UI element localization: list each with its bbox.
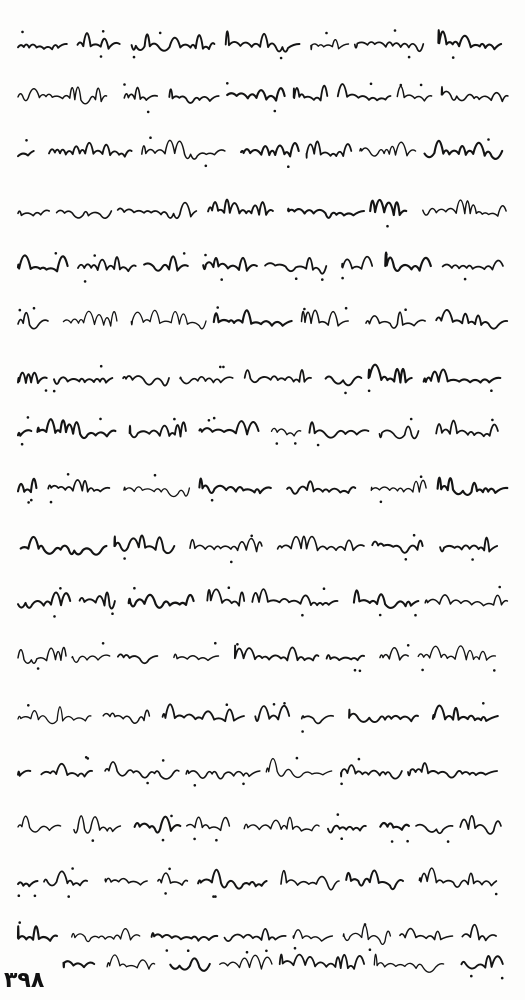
ink-stroke [425, 595, 507, 606]
ink-stroke [18, 707, 91, 724]
ink-stroke [418, 646, 495, 660]
ink-stroke [374, 954, 443, 972]
ink-stroke [18, 816, 61, 832]
ink-dot [162, 759, 165, 762]
ink-stroke [326, 376, 362, 385]
ink-dot [501, 977, 504, 980]
ink-dot [405, 558, 408, 561]
ink-stroke [349, 710, 418, 722]
ink-stroke [424, 369, 501, 382]
ink-stroke [366, 312, 425, 328]
ink-dot [250, 535, 253, 538]
ink-stroke [130, 422, 186, 437]
ink-dot [71, 867, 74, 870]
ink-dot [53, 615, 56, 618]
ink-dot [340, 783, 343, 786]
ink-dot [406, 840, 409, 843]
manuscript-line [18, 586, 507, 618]
ink-dot [102, 30, 105, 33]
ink-dot [414, 614, 417, 617]
ink-dot [280, 57, 283, 60]
ink-stroke [443, 260, 503, 269]
ink-dot [385, 253, 388, 256]
ink-dot [27, 704, 30, 707]
ink-dot [420, 84, 423, 87]
ink-dot [222, 366, 225, 369]
ink-stroke [302, 310, 349, 326]
ink-dot [242, 783, 245, 786]
ink-dot [193, 838, 196, 841]
ink-stroke [372, 541, 422, 553]
ink-stroke [311, 40, 349, 50]
ink-stroke [103, 710, 149, 723]
ink-dot [344, 392, 347, 395]
ink-stroke [135, 817, 181, 833]
ink-stroke [214, 310, 292, 325]
ink-dot [208, 419, 211, 422]
ink-stroke [199, 479, 270, 494]
ink-dot [67, 473, 70, 476]
ink-stroke [18, 881, 38, 886]
ink-stroke [169, 89, 218, 103]
ink-stroke [252, 589, 337, 605]
ink-dot [359, 670, 362, 673]
ink-stroke [207, 589, 244, 605]
ink-dot [18, 921, 21, 924]
ink-stroke [37, 419, 115, 438]
ink-dot [379, 614, 382, 617]
ink-stroke [105, 878, 147, 884]
ink-stroke [302, 716, 334, 724]
ink-stroke [244, 817, 319, 831]
ink-stroke [266, 759, 331, 778]
manuscript-line [18, 756, 497, 787]
ink-stroke [371, 480, 426, 492]
ink-stroke [44, 871, 87, 885]
ink-dot [420, 475, 423, 478]
ink-stroke [78, 33, 120, 49]
ink-stroke [461, 956, 502, 969]
ink-dot [230, 561, 233, 564]
ink-dot [341, 277, 344, 280]
ink-stroke [124, 487, 189, 497]
ink-stroke [18, 648, 66, 664]
ink-dot [53, 390, 56, 393]
ink-stroke [18, 151, 34, 156]
ink-dot [216, 306, 219, 309]
ink-dot [294, 442, 297, 445]
ink-stroke [54, 377, 112, 384]
ink-stroke [186, 771, 260, 779]
manuscript-line [18, 813, 501, 843]
ink-dot [394, 29, 397, 32]
ink-stroke [80, 592, 115, 608]
ink-stroke [400, 929, 453, 940]
ink-stroke [190, 539, 262, 552]
ink-stroke [208, 200, 273, 215]
ink-stroke [327, 655, 365, 660]
ink-dot [111, 612, 114, 615]
ink-stroke [18, 373, 47, 383]
ink-stroke [343, 925, 390, 944]
ink-stroke [225, 929, 286, 941]
ink-stroke [342, 257, 372, 269]
ink-stroke [49, 143, 132, 157]
ink-dot [187, 949, 190, 952]
ink-dot [471, 558, 474, 561]
manuscript-line [18, 416, 498, 446]
manuscript-line [18, 702, 498, 733]
ink-stroke [152, 933, 218, 941]
ink-dot [296, 757, 299, 760]
ink-stroke [123, 376, 169, 386]
ink-dot [487, 138, 490, 141]
ink-dot [246, 951, 249, 954]
ink-dot [21, 31, 24, 34]
ink-stroke [163, 704, 244, 721]
ink-stroke [131, 310, 206, 328]
ink-stroke [380, 648, 408, 660]
ink-stroke [18, 430, 31, 436]
ink-dot [215, 839, 218, 842]
ink-dot [369, 948, 372, 951]
ink-stroke [425, 141, 503, 159]
ink-stroke [354, 590, 418, 608]
ink-dot [37, 667, 40, 670]
ink-dot [194, 784, 197, 787]
ink-dot [301, 614, 304, 617]
ink-dot [21, 443, 24, 446]
ink-stroke [369, 365, 412, 383]
ink-dot [408, 56, 411, 59]
ink-stroke [436, 310, 507, 329]
ink-stroke [144, 256, 188, 270]
ink-stroke [287, 481, 355, 494]
ink-dot [421, 669, 424, 672]
ink-dot [364, 923, 367, 926]
ink-dot [99, 418, 102, 421]
ink-dot [380, 501, 383, 504]
ink-stroke [341, 765, 402, 779]
ink-stroke [338, 84, 391, 100]
ink-stroke [397, 86, 431, 101]
ink-stroke [18, 255, 68, 271]
ink-stroke [462, 925, 496, 941]
ink-stroke [18, 926, 57, 941]
ink-stroke [72, 655, 110, 662]
ink-stroke [220, 955, 272, 969]
ink-dot [133, 587, 136, 590]
ink-dot [226, 703, 229, 706]
ink-dot [102, 642, 105, 645]
ink-dot [236, 643, 239, 646]
ink-stroke [438, 30, 501, 49]
ink-dot [273, 703, 276, 706]
ink-stroke [18, 592, 70, 607]
ink-stroke [278, 536, 364, 550]
ink-stroke [72, 929, 140, 942]
ink-stroke [118, 203, 197, 219]
ink-dot [93, 254, 96, 257]
ink-stroke [48, 480, 109, 492]
manuscript-line [18, 867, 498, 898]
manuscript-line [18, 200, 506, 228]
ink-stroke [245, 370, 311, 382]
ink-dot [18, 894, 21, 897]
ink-stroke [346, 871, 403, 890]
ink-stroke [124, 87, 157, 100]
ink-dot [391, 840, 394, 843]
ink-dot [183, 252, 186, 255]
ink-dot [325, 32, 328, 35]
ink-dot [303, 308, 306, 311]
ink-stroke [380, 427, 419, 439]
ink-stroke [180, 377, 233, 384]
ink-stroke [419, 868, 496, 887]
ink-dot [295, 277, 298, 280]
manuscript-line [18, 82, 508, 113]
ink-dot [321, 278, 324, 281]
ink-dot [27, 501, 30, 504]
ink-dot [100, 55, 103, 58]
ink-stroke [63, 311, 117, 326]
ink-dot [87, 757, 90, 760]
ink-dot [368, 390, 371, 393]
ink-stroke [132, 34, 215, 50]
ink-stroke [203, 258, 257, 271]
ink-stroke [255, 706, 289, 721]
ink-dot [133, 56, 136, 59]
ink-dot [226, 82, 229, 85]
ink-dot [287, 165, 290, 168]
ink-dot [25, 139, 28, 142]
ink-dot [50, 501, 53, 504]
ink-dot [170, 815, 173, 818]
ink-dot [413, 534, 416, 537]
ink-stroke [21, 537, 107, 555]
manuscript-line [64, 949, 504, 979]
ink-stroke [174, 654, 219, 660]
ink-dot [354, 669, 357, 672]
ink-stroke [416, 825, 453, 834]
ink-stroke [64, 961, 95, 967]
ink-stroke [74, 816, 121, 833]
ink-dot [345, 307, 348, 310]
ink-stroke [380, 823, 409, 830]
ink-dot [205, 165, 208, 168]
ink-stroke [241, 143, 299, 156]
ink-stroke [307, 141, 352, 157]
ink-stroke [118, 654, 157, 663]
manuscript-line [18, 252, 503, 283]
ink-dot [173, 418, 176, 421]
ink-dot [294, 947, 297, 950]
ink-stroke [442, 87, 508, 102]
page-number: ۳۹۸ [4, 968, 45, 993]
ink-stroke [265, 258, 326, 274]
ink-stroke [355, 42, 424, 51]
ink-stroke [142, 140, 225, 159]
ink-dot [498, 586, 501, 589]
ink-stroke [408, 763, 497, 778]
ink-stroke [18, 479, 36, 492]
ink-stroke [226, 31, 300, 51]
ink-dot [482, 702, 485, 705]
manuscript-line [18, 136, 502, 168]
ink-dot [283, 702, 286, 705]
ink-dot [149, 136, 152, 139]
ink-dot [490, 389, 493, 392]
ink-dot [213, 417, 216, 420]
ink-dot [370, 83, 373, 86]
ink-stroke [309, 422, 368, 438]
ink-dot [323, 587, 326, 590]
ink-stroke [41, 764, 92, 777]
ink-dot [358, 758, 361, 761]
ink-dot [407, 644, 410, 647]
ink-dot [147, 111, 150, 114]
ink-stroke [18, 210, 49, 215]
ink-dot [164, 892, 167, 895]
ink-dot [59, 587, 62, 590]
ink-dot [84, 280, 87, 283]
ink-dot [214, 642, 217, 645]
ink-stroke [170, 958, 210, 970]
ink-dot [493, 669, 496, 672]
ink-dot [400, 84, 403, 87]
ink-stroke [114, 536, 174, 554]
ink-dot [495, 893, 498, 896]
ink-dot [146, 782, 149, 785]
ink-stroke [227, 88, 284, 100]
manuscript-line [18, 473, 507, 504]
manuscript-line [18, 365, 500, 394]
ink-dot [30, 499, 33, 502]
ink-stroke [370, 200, 406, 215]
ink-dot [301, 730, 304, 733]
ink-dot [491, 419, 494, 422]
ink-dot [220, 278, 223, 281]
ink-dot [228, 586, 231, 589]
ink-dot [67, 895, 70, 898]
ink-dot [27, 416, 30, 419]
ink-stroke [57, 210, 112, 218]
ink-dot [337, 813, 340, 816]
ink-stroke [235, 646, 319, 661]
ink-dot [452, 56, 455, 59]
ink-dot [55, 252, 58, 255]
ink-stroke [293, 930, 332, 941]
ink-stroke [438, 478, 508, 495]
manuscript-line [18, 29, 501, 59]
ink-dot [166, 949, 169, 952]
ink-stroke [78, 257, 136, 271]
ink-stroke [198, 870, 267, 889]
ink-dot [214, 895, 217, 898]
ink-stroke [187, 817, 230, 830]
ink-stroke [272, 428, 301, 436]
ink-dot [276, 442, 279, 445]
ink-stroke [18, 771, 30, 776]
ink-stroke [280, 954, 364, 968]
ink-dot [100, 365, 103, 368]
ink-stroke [436, 421, 498, 437]
ink-dot [45, 389, 48, 392]
ink-stroke [360, 142, 416, 156]
ink-dot [34, 895, 37, 898]
manuscript-line [18, 921, 496, 952]
ink-dot [340, 837, 343, 840]
ink-dot [123, 83, 126, 86]
ink-dot [410, 418, 413, 421]
ink-stroke [328, 826, 366, 833]
ink-stroke [433, 706, 498, 721]
ink-dot [265, 950, 268, 953]
ink-dot [154, 474, 157, 477]
ink-dot [274, 110, 277, 113]
ink-dot [159, 32, 162, 35]
ink-dot [447, 840, 450, 843]
ink-stroke [158, 873, 188, 885]
ink-dot [168, 868, 171, 871]
ink-stroke [129, 595, 194, 608]
manuscript-line [21, 534, 497, 563]
ink-dot [404, 308, 407, 311]
ink-stroke [18, 313, 48, 329]
manuscript-line [18, 306, 507, 329]
ink-dot [470, 975, 473, 978]
ink-dot [317, 444, 320, 447]
ink-dot [464, 278, 467, 281]
ink-stroke [423, 200, 506, 216]
ink-dot [92, 839, 95, 842]
ink-dot [386, 225, 389, 228]
ink-dot [204, 254, 207, 257]
ink-dot [211, 499, 214, 502]
ink-stroke [460, 816, 501, 834]
ink-dot [219, 366, 222, 369]
ink-stroke [107, 955, 155, 969]
ink-stroke [18, 87, 107, 104]
ink-stroke [385, 253, 431, 271]
ink-stroke [199, 421, 258, 434]
ink-stroke [105, 762, 179, 779]
ink-stroke [281, 871, 339, 890]
ink-dot [123, 557, 126, 560]
ink-stroke [440, 538, 497, 552]
manuscript-line [18, 642, 496, 672]
ink-dot [33, 307, 36, 310]
ink-stroke [18, 44, 67, 49]
ink-stroke [294, 86, 328, 101]
ink-stroke [288, 209, 364, 218]
ink-dot [162, 839, 165, 842]
ink-dot [19, 309, 22, 312]
